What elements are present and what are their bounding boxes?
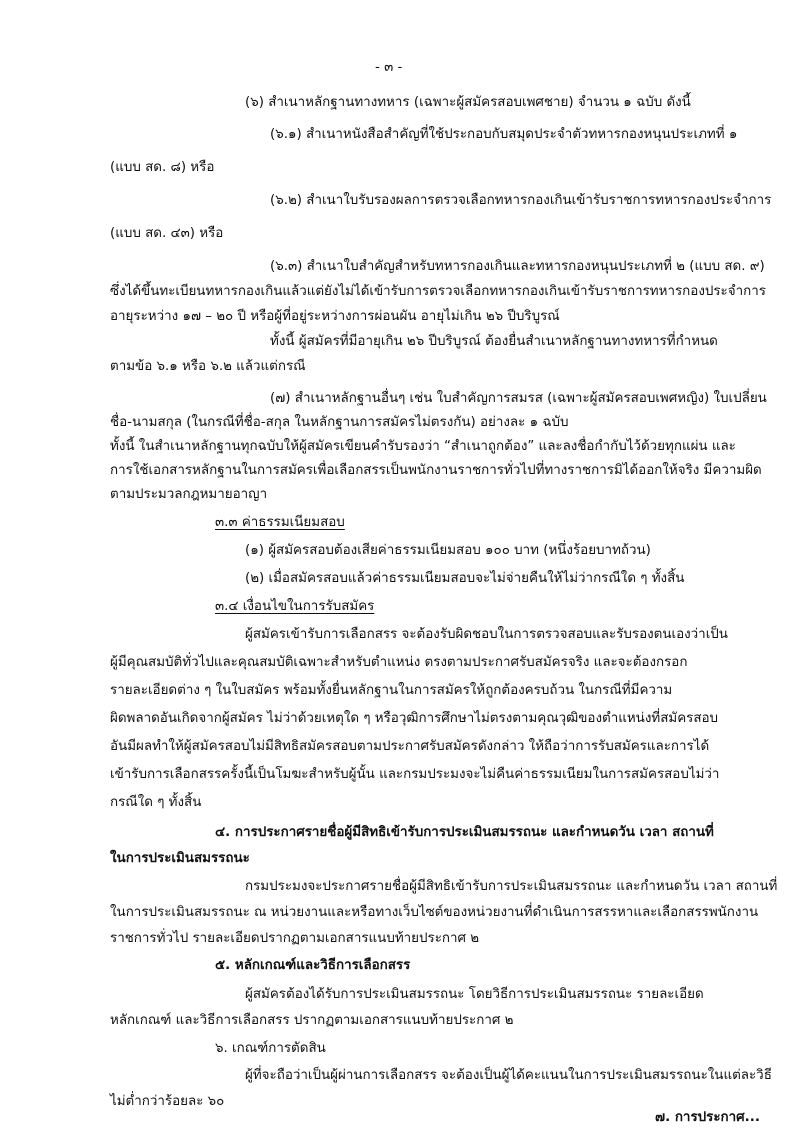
section-4-heading-line-1: ๔. การประกาศรายชื่อผู้มีสิทธิเข้ารับการประเมินสมรรถนะ และกำหนดวัน เวลา สถานที่: [215, 825, 714, 840]
section-6-body-line-1: ผู้ที่จะถือว่าเป็นผู้ผ่านการเลือกสรร จะต้องเป็นผู้ได้คะแนนในการประเมินสมรรถนะในแต่ละวิธี: [245, 1068, 772, 1083]
item-7-line-1: (๗) สำเนาหลักฐานอื่นๆ เช่น ใบสำคัญการสมรส (เฉพาะผู้สมัครสอบเพศหญิง) ใบเปลี่ยน: [270, 391, 767, 406]
fee-item-2: (๒) เมื่อสมัครสอบแล้วค่าธรรมเนียมสอบจะไม่จ่ายคืนให้ไม่ว่ากรณีใด ๆ ทั้งสิ้น: [245, 571, 685, 586]
item-6-3-line-1: (๖.๓) สำเนาใบสำคัญสำหรับทหารกองเกินและทหารกองหนุนประเภทที่ ๒ (แบบ สด. ๙): [270, 259, 765, 274]
certification-note-line-2: การใช้เอกสารหลักฐานในการสมัครเพื่อเลือกสรรเป็นพนักงานราชการทั่วไปที่ทางราชการมิได้ออกให้จริง มีความผิด: [110, 463, 762, 478]
section-4-body-line-2: ในการประเมินสมรรถนะ ณ หน่วยงานและหรือทางเว็บไซต์ของหน่วยงานที่ดำเนินการสรรหาและเลือกสรรพนักงาน: [110, 905, 759, 920]
section-5-heading: ๕. หลักเกณฑ์และวิธีการเลือกสรร: [215, 958, 411, 973]
section-4-body-line-1: กรมประมงจะประกาศรายชื่อผู้มีสิทธิเข้ารับการประเมินสมรรถนะ และกำหนดวัน เวลา สถานที่: [245, 879, 778, 894]
conditions-line-7: กรณีใด ๆ ทั้งสิ้น: [110, 795, 202, 810]
conditions-line-2: ผู้มีคุณสมบัติทั่วไปและคุณสมบัติเฉพาะสำหรับตำแหน่ง ตรงตามประกาศรับสมัครจริง และจะต้องกรอก: [110, 655, 688, 670]
section-4-heading-line-2: ในการประเมินสมรรถนะ: [110, 851, 250, 866]
section-3-4-heading: ๓.๔ เงื่อนไขในการรับสมัคร: [215, 599, 375, 614]
item-6-3-line-2: ซึ่งได้ขึ้นทะเบียนทหารกองเกินแล้วแต่ยังไม่ได้เข้ารับการตรวจเลือกทหารกองเกินเข้ารับราชการทหารกองประจำการ: [110, 284, 766, 299]
section-6-heading: ๖. เกณฑ์การตัดสิน: [215, 1041, 326, 1056]
page-number: - ๓ -: [375, 60, 403, 75]
section-4-body-line-3: ราชการทั่วไป รายละเอียดปรากฏตามเอกสารแนบท้ายประกาศ ๒: [110, 931, 480, 946]
item-6-2-line-1: (๖.๒) สำเนาใบรับรองผลการตรวจเลือกทหารกองเกินเข้ารับราชการทหารกองประจำการ: [270, 193, 772, 208]
section-6-body-line-2: ไม่ต่ำกว่าร้อยละ ๖๐: [110, 1094, 225, 1109]
conditions-line-3: รายละเอียดต่าง ๆ ในใบสมัคร พร้อมทั้งยื่นหลักฐานในการสมัครให้ถูกต้องครบถ้วน ในกรณีที่มีความ: [110, 683, 673, 698]
item-6-note-line-1: ทั้งนี้ ผู้สมัครที่มีอายุเกิน ๒๖ ปีบริบูรณ์ ต้องยื่นสำเนาหลักฐานทางทหารที่กำหนด: [270, 334, 718, 349]
item-6-1-line-1: (๖.๑) สำเนาหนังสือสำคัญที่ใช้ประกอบกับสมุดประจำตัวทหารกองหนุนประเภทที่ ๑: [270, 127, 738, 142]
continuation-marker: ๗. การประกาศ...: [655, 1110, 760, 1125]
item-6-3-line-3: อายุระหว่าง ๑๗ – ๒๐ ปี หรือผู้ที่อยู่ระหว่างการผ่อนผัน อายุไม่เกิน ๒๖ ปีบริบูรณ์: [110, 309, 560, 324]
item-7-line-2: ชื่อ-นามสกุล (ในกรณีที่ชื่อ-สกุล ในหลักฐานการสมัครไม่ตรงกัน) อย่างละ ๑ ฉบับ: [110, 415, 569, 430]
section-3-3-heading: ๓.๓ ค่าธรรมเนียมสอบ: [215, 515, 345, 530]
section-5-body-line-1: ผู้สมัครต้องได้รับการประเมินสมรรถนะ โดยวิธีการประเมินสมรรถนะ รายละเอียด: [245, 987, 704, 1002]
conditions-line-5: อันมีผลทำให้ผู้สมัครสอบไม่มีสิทธิสมัครสอบตามประกาศรับสมัครดังกล่าว ให้ถือว่าการรับสมัครและการได้: [110, 739, 710, 754]
fee-item-1: (๑) ผู้สมัครสอบต้องเสียค่าธรรมเนียมสอบ ๑๐๐ บาท (หนึ่งร้อยบาทถ้วน): [245, 543, 651, 558]
conditions-line-1: ผู้สมัครเข้ารับการเลือกสรร จะต้องรับผิดชอบในการตรวจสอบและรับรองตนเองว่าเป็น: [245, 627, 728, 642]
certification-note-line-1: ทั้งนี้ ในสำเนาหลักฐานทุกฉบับให้ผู้สมัครเขียนคำรับรองว่า “สำเนาถูกต้อง” และลงชื่อกำกับไว้ด้วยทุกแผ่น และ: [110, 439, 736, 454]
certification-note-line-3: ตามประมวลกฎหมายอาญา: [110, 487, 268, 502]
conditions-line-6: เข้ารับการเลือกสรรครั้งนี้เป็นโมฆะสำหรับผู้นั้น และกรมประมงจะไม่คืนค่าธรรมเนียมในการสมัครสอบไม่ว่า: [110, 767, 720, 782]
item-6-military-documents: (๖) สำเนาหลักฐานทางทหาร (เฉพาะผู้สมัครสอบเพศชาย) จำนวน ๑ ฉบับ ดังนี้: [245, 95, 691, 110]
item-6-note-line-2: ตามข้อ ๖.๑ หรือ ๖.๒ แล้วแต่กรณี: [110, 359, 306, 374]
item-6-1-line-2: (แบบ สด. ๘) หรือ: [110, 160, 215, 175]
section-5-body-line-2: หลักเกณฑ์ และวิธีการเลือกสรร ปรากฏตามเอกสารแนบท้ายประกาศ ๒: [110, 1013, 514, 1028]
conditions-line-4: ผิดพลาดอันเกิดจากผู้สมัคร ไม่ว่าด้วยเหตุใด ๆ หรือวุฒิการศึกษาไม่ตรงตามคุณวุฒิของตำแหน่งที่สมัครสอบ: [110, 711, 719, 726]
item-6-2-line-2: (แบบ สด. ๔๓) หรือ: [110, 226, 224, 241]
